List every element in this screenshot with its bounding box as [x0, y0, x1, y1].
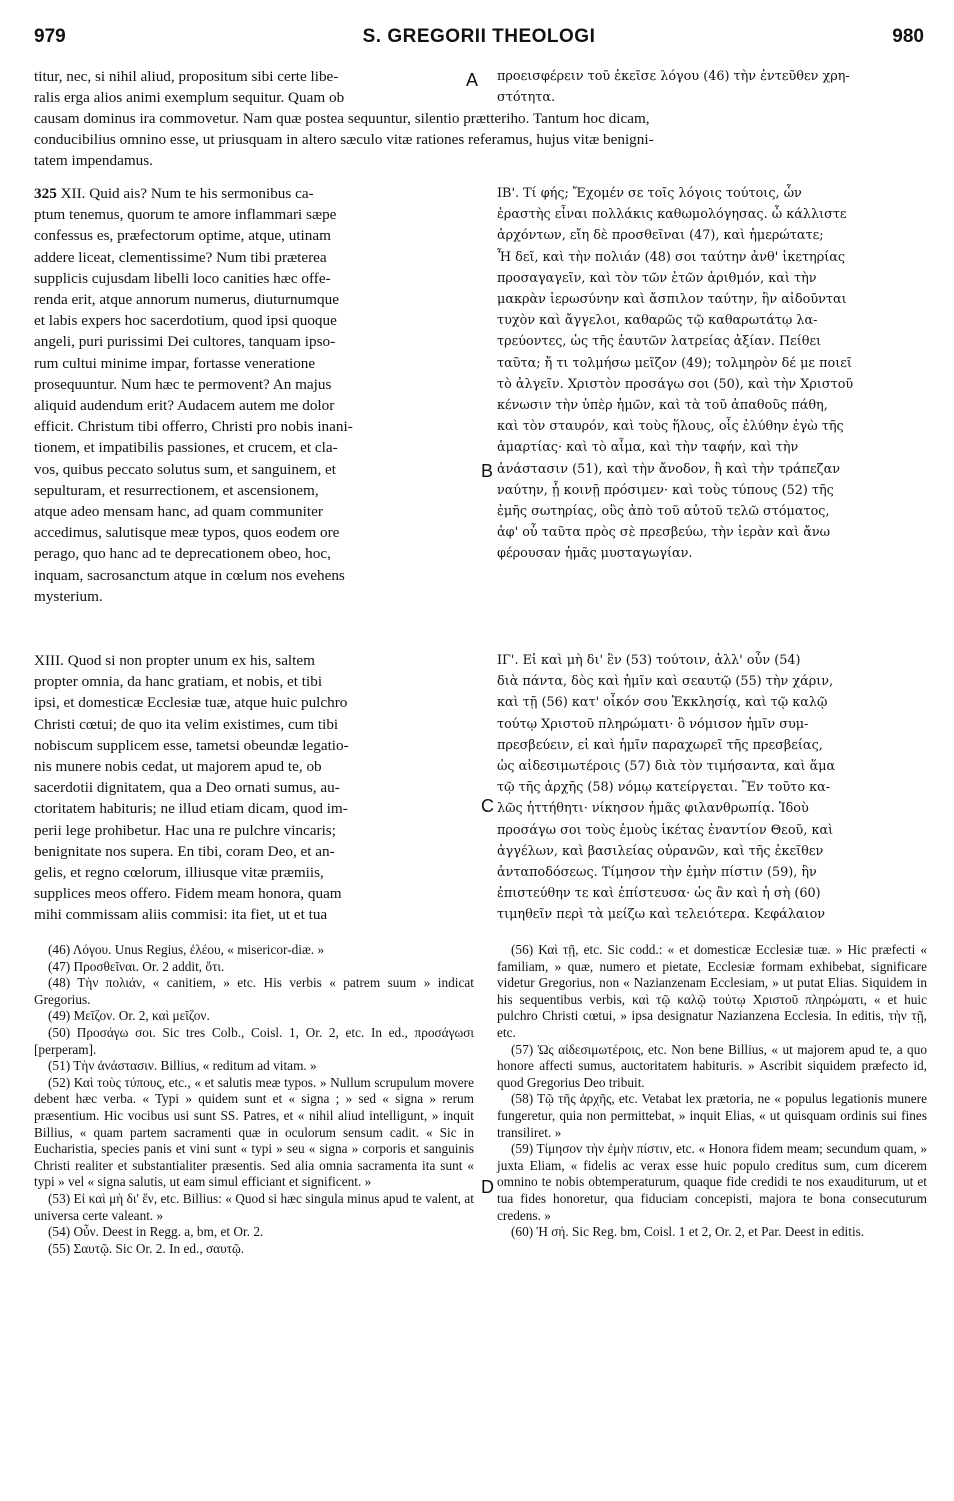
text-line: φέρουσαν ἡμᾶς μυσταγωγίαν.	[497, 546, 693, 562]
column-number: 325	[34, 185, 57, 202]
text-line: ἀφ' οὗ ταῦτα πρὸς σὲ πρεσβεύω, τὴν ἱερὰν καὶ ἄνω	[497, 525, 831, 541]
text-line: ΙΒ'. Τί φής; Ἔχομέν σε τοῖς λόγοις τούτοις, ὧν	[497, 186, 802, 201]
text-line: prosequuntur. Num hæc te permovent? An majus	[34, 375, 332, 393]
footnote: (53) Εἰ καὶ μὴ δι' ἕν, etc. Billius: « Quod si hæc singula minus apud te valent, at universa certe valeant. »	[34, 1190, 474, 1223]
text-line: ναύτην, ᾗ κοινῇ πρόσιμεν· καὶ τοὺς τύπους (52) τῆς	[497, 482, 834, 498]
text-line: conducibilius omnino esse, ut priusquam in altero sæculo vitæ rationes referamus, hujus vitæ benigni-	[34, 131, 654, 148]
text-line: nobiscum supplicem esse, tametsi obeundæ legatio-	[34, 736, 349, 754]
text-line: titur, nec, si nihil aliud, propositum sibi certe libe-	[34, 68, 339, 85]
text-line	[34, 183, 474, 204]
footnote: (59) Τίμησον τὴν ἐμὴν πίστιν, etc. « Honora fidem meam; secundum quam, » juxta Eliam, « fidelis ac verax esse huic populo creditus sum, cum dicerem omnino te nobis obtemperaturum, quaque fide credidi te nos exauditurum, ut et tua fides honoretur, qua fiduciam concepisti, majora te bona consecuturum credens. »	[497, 1141, 927, 1223]
text-line: ὡς αἰδεσιμωτέροις (57) διὰ τὸν τιμήσαντα, καὶ ἅμα	[497, 759, 836, 775]
text-line: κένωσιν τὴν ὑπὲρ ἡμῶν, καὶ τὰ τοῦ ἀπαθοῦς πάθη,	[497, 398, 828, 414]
text-line: καὶ τῇ (56) κατ' οἶκόν σου Ἐκκλησίᾳ, καὶ τῷ καλῷ	[497, 695, 828, 711]
text-line: perii lege prohibetur. Hac una re pulchre vincaris;	[34, 821, 336, 839]
text-line: ἐπιστεύθην τε καὶ ἐπίστευσα· ὡς ἂν καὶ ἡ σὴ (60)	[497, 886, 821, 902]
text-line: πρεσβεύειν, εἰ καὶ ἡμῖν παραχωρεῖ τῆς πρεσβείας,	[497, 737, 823, 753]
text-line: efficit. Christum tibi offerro, Christi pro nobis inani-	[34, 418, 353, 436]
text-line: supplicis cujusdam libelli loco canities hæc offe-	[34, 269, 331, 287]
footnote: (47) Προσθεῖναι. Or. 2 addit, ὅτι.	[48, 958, 225, 974]
page-number-right: 980	[892, 26, 924, 47]
footnote: (60) Ἡ σή. Sic Reg. bm, Coisl. 1 et 2, Or. 2, et Par. Deest in editis.	[511, 1224, 865, 1240]
text-line: καὶ τὸν σταυρόν, καὶ τοὺς ἥλους, οἷς ἐλύθην ἐγὼ τῆς	[497, 419, 844, 435]
text-line: addere liceat, clementissime? Num tibi præterea	[34, 248, 327, 266]
margin-letter-b: B	[481, 461, 494, 481]
footnote: (57) Ὡς αἰδεσιμωτέροις, etc. Non bene Billius, « ut majorem apud te, a quo honore affecti sumus, auctoritatem habituris. » Ascribit siquidem præfecto id, quod Gregorius Deo tribuit.	[497, 1041, 927, 1090]
text-line: ΙΓ'. Εἰ καὶ μὴ δι' ἓν (53) τούτοιν, ἀλλ' οὖν (54)	[497, 653, 801, 668]
text-line: atque adeo mensam hanc, ad quam communiter	[34, 503, 323, 521]
margin-letter-d: D	[481, 1177, 494, 1197]
text-line: Ἦ δεῖ, καὶ τὴν πολιάν (48) σοι ταύτην ἀνθ' ἱκετηρίας	[497, 249, 846, 265]
footnote: (49) Μεῖζον. Or. 2, καὶ μεῖζον.	[48, 1008, 210, 1024]
text-line: ralis erga alios animi exemplum sequitur. Quam ob	[34, 89, 345, 107]
text-line: ctoritatem habituris; ne illud etiam dicam, quod im-	[34, 800, 348, 818]
text-line: τρεύοντες, ὡς τῆς ἑαυτῶν λατρείας ἀξίαν. Πείθει	[497, 334, 822, 350]
margin-letter-c: C	[481, 796, 494, 816]
text-line: προεισφέρειν τοῦ ἐκεῖσε λόγου (46) τὴν ἐντεῦθεν χρη-	[497, 69, 850, 84]
text-line: benignitate nos supera. En tibi, coram Deo, et an-	[34, 842, 335, 860]
footnote: (51) Τὴν ἀνάστασιν. Billius, « reditum ad vitam. »	[48, 1058, 317, 1074]
text-line: renda erit, atque annorum numerus, diuturnumque	[34, 291, 339, 309]
footnote: (52) Καὶ τοὺς τύπους, etc., « et salutis meæ typos. » Nullum scrupulum movere debent hæc verba. « Typi » quidem sunt et « signa ; » sed « signa » rerum præsentium. Hic vocibus usi sunt SS. Patres, et « nihil aliud intelligunt, » inquit Billius, « quam partem sacramenti quæ in oculorum sensum cadit. « Sic in Eucharistia, species panis et vini sunt « typi » seu « signa » corporis et sanguinis Christi realiter et substantialiter præsentis. Sed alia omnia sacramenta ita sunt « typi » vel « signa salutis, ut eam simul efficiant et significent. »	[34, 1074, 474, 1190]
top-latin	[34, 66, 474, 108]
footnote: (55) Σαυτῷ. Sic Or. 2. In ed., σαυτῷ.	[48, 1240, 245, 1256]
text-line: XII. Quid ais? Num te his sermonibus ca-	[60, 185, 314, 202]
text-line: aliquid audendum erit? Audacem autem me dolor	[34, 397, 335, 415]
text-line: supplices meos offero. Fidem meam honora, quam	[34, 885, 342, 903]
top-greek	[497, 66, 927, 108]
text-line: XIII. Quod si non propter unum ex his, saltem	[34, 652, 315, 669]
text-line: ptum tenemus, quorum te amore inflammari sæpe	[34, 206, 337, 224]
text-line: ἀγγέλων, καὶ βασιλείας οὐρανῶν, καὶ τῆς ἐκεῖθεν	[497, 843, 824, 859]
text-line: ἐραστὴς εἶναι πολλάκις καθωμολόγησας. ὦ κάλλιστε	[497, 207, 847, 223]
text-line: Christi cœtui; de quo ita velim existimes, cum tibi	[34, 715, 339, 733]
text-line: sepulturam, et resurrectionem, et ascensionem,	[34, 481, 319, 499]
footnotes-right	[497, 942, 927, 1241]
text-line: τούτῳ Χριστοῦ πληρώματι· ὃ νόμισον ἡμῖν συμ-	[497, 716, 809, 732]
text-line: τῷ τῆς ἀρχῆς (58) νόμῳ κατείργεται. Ἓν τοῦτο κα-	[497, 780, 831, 796]
text-line: perago, quo hanc ad te deprecationem obeo, hoc,	[34, 545, 331, 563]
text-line: et labis expers hoc sacerdotium, quod ipsi quoque	[34, 312, 337, 330]
text-line: vos, quibus peccato solutus sum, et sanguinem, et	[34, 460, 337, 478]
text-line: στότητα.	[497, 90, 556, 106]
text-line: propter omnia, da hanc gratiam, et nobis, et tibi	[34, 673, 323, 691]
footnote: (54) Οὖν. Deest in Regg. a, bm, et Or. 2.	[48, 1224, 264, 1240]
text-line: ἀνάστασιν (51), καὶ τὴν ἄνοδον, ἢ καὶ τὴν τράπεζαν	[497, 461, 840, 477]
text-line: mihi commissam aliis commisi: ita fiet, ut et tua	[34, 906, 328, 924]
text-line: accedimus, salutisque meæ typos, quos eodem ore	[34, 524, 340, 542]
text-line: ταῦτα; ἤ τι τολμήσω μεῖζον (49); τολμηρὸν δέ με ποιεῖ	[497, 355, 852, 371]
footnote: (58) Τῷ τῆς ἀρχῆς, etc. Vetabat lex prætoria, ne « populus legationis munere fungeretur, quia non permittebat, » inquit Elias, « ut quisquam ordinis sui fines transiliret. »	[497, 1091, 927, 1140]
footnote: (46) Λόγου. Unus Regius, ἐλέου, « misericor-diæ. »	[48, 942, 325, 957]
margin-letter-a: A	[466, 70, 479, 90]
page-number-left: 979	[34, 26, 66, 47]
footnote: (56) Καὶ τῇ, etc. Sic codd.: « et domesticæ Ecclesiæ tuæ. » Hic præfecti « familiam, » quæ, numero et pietate, Ecclesiæ formam exhibebat, significare videtur Gregorius, non « Nazianzenam Ecclesiam, » ut putat Elias. Siquidem in his sequentibus verbis, καὶ τῷ καλῷ τούτῳ Χριστοῦ πληρώματι, « et huic pulchro Christi cœtui, » ipsa designatur Nazianzena Ecclesia. In editis, τὴν τῇ, etc.	[497, 942, 927, 1040]
text-line: sacerdotii dignitatem, qua a Deo ornati sumus, au-	[34, 779, 340, 797]
text-line: ἀρχόντων, εἴη δὲ προσθεῖναι (47), καὶ ἡμερώτατε;	[497, 228, 824, 244]
text-line: διὰ πάντα, δὸς καὶ ἡμῖν καὶ σεαυτῷ (55) τὴν χάριν,	[497, 674, 834, 690]
text-line: angeli, puri purissimi Dei cultores, tanquam ipso-	[34, 333, 336, 351]
section-13-greek	[497, 650, 927, 926]
text-line: λῶς ἡττήθητι· νίκησον ἡμᾶς φιλανθρωπίᾳ. Ἰδοὺ	[497, 801, 809, 817]
text-line: μακρὰν ἱερωσύνην καὶ ἄσπιλον ταύτην, ἣν αἰδοῦνται	[497, 292, 847, 308]
section-12-greek	[497, 183, 927, 565]
text-line: rum cultui minime impar, fortasse veneratione	[34, 354, 316, 372]
running-title: S. GREGORII THEOLOGI	[362, 26, 596, 47]
footnote: (50) Προσάγω σοι. Sic tres Colb., Coisl. 1, Or. 2, etc. In ed., προσάγωσι [perperam].	[34, 1024, 474, 1057]
text-line: τιμηθεῖν περὶ τὰ μείζω καὶ τελειότερα. Κεφάλαιον	[497, 907, 826, 923]
text-line: causam dominus ira commovetur. Nam quæ postea sequuntur, silentio prætteriho. Tantum hoc dicam,	[34, 110, 650, 127]
text-line: inquam, sacrosanctum atque in cœlum nos evehens	[34, 566, 345, 584]
text-line: tionem, et impatibilis passiones, et crucem, et cla-	[34, 439, 338, 457]
text-line: ipsi, et domesticæ Ecclesiæ tuæ, atque huic pulchro	[34, 694, 348, 712]
text-line: tatem impendamus.	[34, 152, 153, 169]
top-full-width	[34, 108, 924, 171]
text-line: προσαγαγεῖν, καὶ τὸν τῶν ἐτῶν ἀριθμόν, καὶ τὴν	[497, 270, 817, 286]
text-line: τὸ ἀλγεῖν. Χριστὸν προσάγω σοι (50), καὶ τὴν Χριστοῦ	[497, 376, 854, 392]
section-12-latin	[34, 183, 474, 607]
text-line: nis munere nobis cedat, ut majorem apud te, ob	[34, 758, 322, 776]
text-line: προσάγω σοι τοὺς ἐμοὺς ἱκέτας ἐναντίον Θεοῦ, καὶ	[497, 822, 834, 838]
text-line: mysterium.	[34, 587, 103, 605]
text-line: gelis, et regno cœlorum, illiusque vitæ præmiis,	[34, 864, 324, 882]
text-line: τυχὸν καὶ ἄγγελοι, καθαρῶς τῷ καθαρωτάτῳ λα-	[497, 313, 818, 329]
text-line: confessus es, præfectorum optime, atque, utinam	[34, 227, 331, 245]
footnotes-left	[34, 942, 474, 1257]
text-line: ἀνταποδόσεως. Τίμησον τὴν ἐμὴν πίστιν (59), ἣν	[497, 865, 817, 881]
footnote: (48) Τὴν πολιάν, « canitiem, » etc. His verbis « patrem suum » indicat Gregorius.	[34, 975, 474, 1007]
text-line: ἐμῆς σωτηρίας, οὓς ἀπὸ τοῦ αὐτοῦ τελῶ στόματος,	[497, 504, 830, 520]
text-line: ἁμαρτίας· καὶ τὸ αἷμα, καὶ τὴν ταφήν, καὶ τὴν	[497, 440, 799, 456]
page-header	[34, 26, 924, 56]
section-13-latin	[34, 650, 474, 926]
